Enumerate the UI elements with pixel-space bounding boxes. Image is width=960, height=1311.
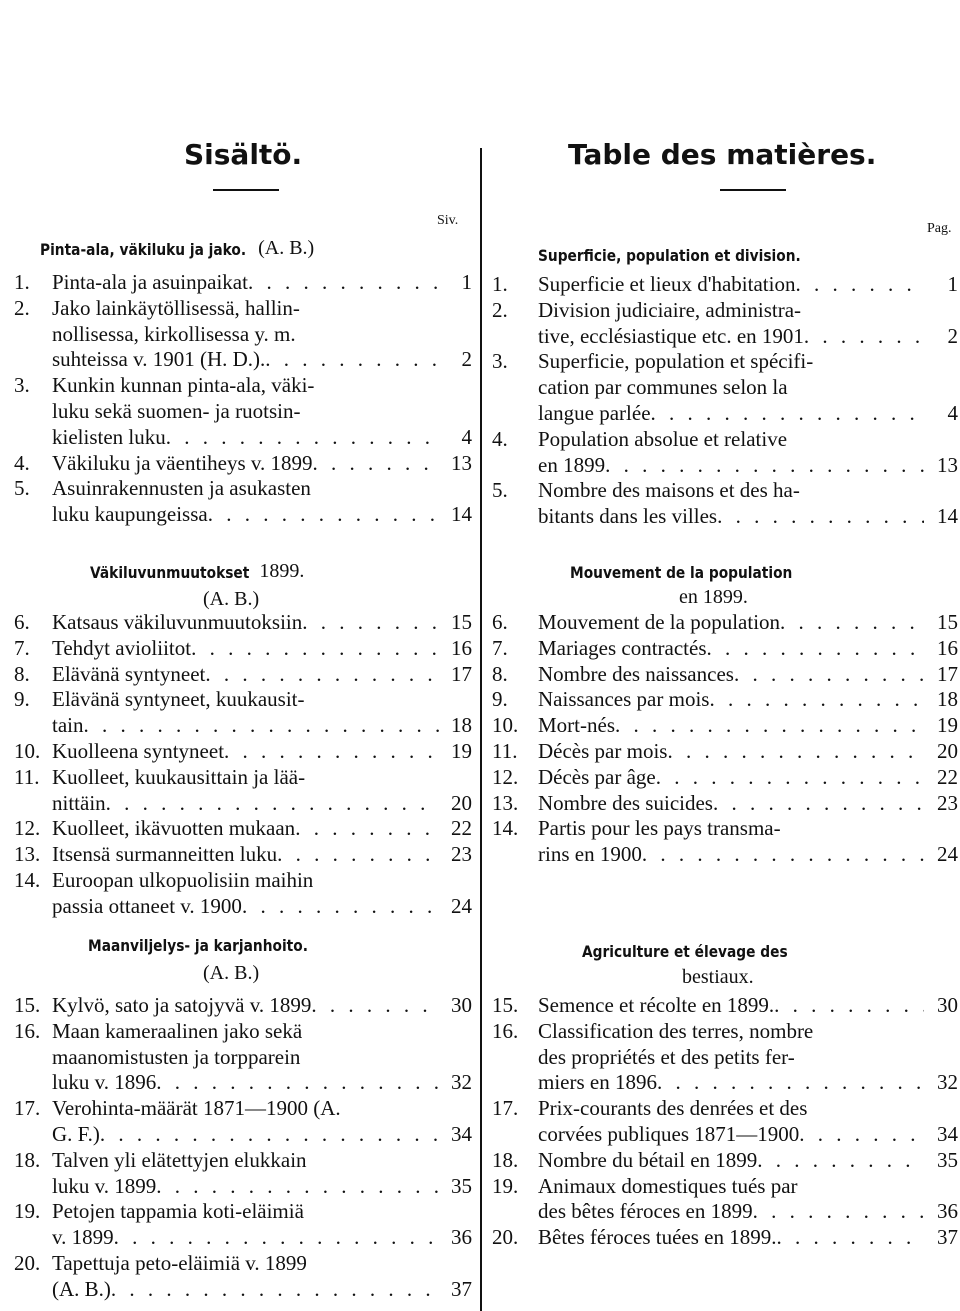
entry-title-text: kielisten luku xyxy=(52,424,166,449)
toc-entry[interactable] xyxy=(0,1019,480,1096)
dot-leader xyxy=(795,272,924,297)
entry-title-line xyxy=(52,270,440,295)
dot-leader xyxy=(156,1174,440,1199)
entry-title-line: Division judiciaire, administra- xyxy=(538,297,802,322)
dot-leader xyxy=(717,504,924,529)
page-number: 18 xyxy=(937,687,958,712)
title-rule xyxy=(213,189,279,191)
toc-entry[interactable] xyxy=(482,427,960,479)
page-number: 16 xyxy=(451,635,472,660)
dot-leader xyxy=(277,842,440,867)
entry-number: 16. xyxy=(14,1018,41,1043)
entry-title-text: bitants dans les villes xyxy=(538,504,718,529)
dot-leader xyxy=(311,993,440,1018)
entry-title-text: (A. B.) xyxy=(52,1276,111,1301)
page-number: 17 xyxy=(937,661,958,686)
entry-title-text: en 1899 xyxy=(538,452,606,477)
toc-entry[interactable] xyxy=(482,1019,960,1096)
entry-title-text: Nombre du bétail en 1899 xyxy=(538,1147,758,1172)
toc-entry[interactable] xyxy=(0,296,480,373)
dot-leader xyxy=(224,739,440,764)
page-number: 23 xyxy=(937,790,958,815)
section-heading-suffix: 1899. xyxy=(259,560,305,582)
entry-number: 1. xyxy=(492,272,508,296)
entry-title-line xyxy=(538,1225,924,1250)
dot-leader xyxy=(657,1070,924,1095)
entry-number: 18. xyxy=(492,1147,519,1172)
entry-title-line: Petojen tappamia koti-eläimiä xyxy=(52,1199,304,1224)
section-subheading: (A. B.) xyxy=(203,588,260,610)
entry-number: 4. xyxy=(492,426,508,451)
entry-number: 5. xyxy=(492,478,508,503)
entry-title-text: suhteissa v. 1901 (H. D.). xyxy=(52,347,266,372)
section-heading: Mouvement de la population xyxy=(570,563,793,582)
toc-entry[interactable] xyxy=(482,791,960,817)
page-number: 35 xyxy=(451,1173,472,1198)
entry-title-text: langue parlée xyxy=(538,400,651,425)
toc-entry[interactable] xyxy=(482,816,960,868)
dot-leader xyxy=(242,894,440,919)
title-rule xyxy=(720,189,786,191)
dot-leader xyxy=(84,713,441,738)
entry-title-text: Superficie et lieux d'habitation xyxy=(538,272,796,296)
dot-leader xyxy=(111,1277,440,1302)
page-number: 17 xyxy=(451,661,472,686)
toc-entry[interactable] xyxy=(482,349,960,426)
entry-number: 1. xyxy=(14,270,30,294)
dot-leader xyxy=(156,1070,440,1095)
page-number: 37 xyxy=(937,1225,958,1250)
entry-title-line: cation par communes selon la xyxy=(538,375,788,400)
toc-entry[interactable] xyxy=(0,816,480,842)
entry-title-text: Kylvö, sato ja satojyvä v. 1899 xyxy=(52,993,312,1017)
entry-number: 12. xyxy=(14,816,41,841)
dot-leader xyxy=(667,739,924,764)
entry-title-line xyxy=(52,451,440,476)
page-column-label: Pag. xyxy=(927,221,952,236)
section-subheading: en 1899. xyxy=(679,586,748,608)
entry-title-text: Itsensä surmanneitten luku xyxy=(52,842,278,867)
entry-title-line xyxy=(52,816,440,841)
toc-entry[interactable] xyxy=(0,765,480,817)
entry-title-line xyxy=(538,1122,924,1147)
page-number: 37 xyxy=(451,1276,472,1301)
entry-number: 13. xyxy=(492,790,519,815)
entry-number: 10. xyxy=(14,739,41,763)
entry-title-line xyxy=(538,1148,924,1173)
toc-entry[interactable] xyxy=(0,451,480,477)
toc-entry[interactable] xyxy=(0,476,480,528)
entry-title-text: tive, ecclésiastique etc. en 1901 xyxy=(538,323,804,348)
entry-title-text: luku v. 1899 xyxy=(52,1173,157,1198)
entry-title-line xyxy=(538,842,924,867)
entry-title-line: Superficie, population et spécifi- xyxy=(538,349,814,374)
dot-leader xyxy=(295,816,440,841)
entry-title-text: passia ottaneet v. 1900 xyxy=(52,893,242,918)
entry-number: 2. xyxy=(492,297,508,322)
entry-title-line: Verohinta-määrät 1871—1900 (A. xyxy=(52,1096,341,1121)
entry-title-text: Nombre des suicides xyxy=(538,790,713,815)
entry-number: 9. xyxy=(492,687,508,712)
page-number: 19 xyxy=(451,739,472,763)
entry-number: 13. xyxy=(14,842,41,867)
entry-title-line: Nombre des maisons et des ha- xyxy=(538,478,800,503)
page-number: 4 xyxy=(461,424,472,449)
toc-entry[interactable] xyxy=(482,298,960,350)
entry-title-line xyxy=(538,1199,924,1224)
entry-title-line: Elävänä syntyneet, kuukausit- xyxy=(52,687,305,712)
toc-entry[interactable] xyxy=(482,636,960,662)
entry-number: 19. xyxy=(14,1199,41,1224)
entry-title-line: Prix-courants des denrées et des xyxy=(538,1096,808,1121)
entry-title-line: Jako lainkäytöllisessä, hallin- xyxy=(52,295,300,320)
page-number: 4 xyxy=(947,400,958,425)
page-number: 23 xyxy=(451,842,472,867)
entry-title-text: miers en 1896 xyxy=(538,1070,657,1095)
dot-leader xyxy=(106,791,440,816)
dot-leader xyxy=(166,425,440,450)
entry-title-line: Animaux domestiques tués par xyxy=(538,1173,798,1198)
entry-title-line xyxy=(538,1070,924,1095)
page-number: 30 xyxy=(451,993,472,1017)
entry-title-text: Naissances par mois xyxy=(538,687,710,712)
toc-entry[interactable] xyxy=(0,993,480,1019)
toc-entry[interactable] xyxy=(0,739,480,765)
entry-title-text: Pinta-ala ja asuinpaikat xyxy=(52,270,248,294)
toc-entry[interactable] xyxy=(482,739,960,765)
entry-title-line xyxy=(538,453,924,478)
entry-title-line xyxy=(52,993,440,1018)
entry-title-line xyxy=(52,1225,440,1250)
contents-title-finnish: Sisältö. xyxy=(184,138,303,171)
entry-title-line: Asuinrakennusten ja asukasten xyxy=(52,476,311,501)
entry-number: 20. xyxy=(492,1225,519,1250)
page-number: 13 xyxy=(451,450,472,475)
section-subheading: bestiaux. xyxy=(682,966,754,988)
page-number: 32 xyxy=(937,1070,958,1095)
entry-title-line xyxy=(538,636,924,661)
page-number: 30 xyxy=(937,993,958,1017)
entry-title-line xyxy=(52,1070,440,1095)
entry-number: 19. xyxy=(492,1173,519,1198)
dot-leader xyxy=(313,451,440,476)
entry-title-line xyxy=(538,504,924,529)
page-number: 24 xyxy=(451,893,472,918)
page-number: 14 xyxy=(451,502,472,527)
toc-entry[interactable] xyxy=(0,1251,480,1303)
toc-entry[interactable] xyxy=(482,1174,960,1226)
toc-entry[interactable] xyxy=(0,610,480,636)
dot-leader xyxy=(707,636,924,661)
page-number: 15 xyxy=(451,610,472,634)
dot-leader xyxy=(615,713,924,738)
entry-number: 3. xyxy=(14,373,30,398)
dot-leader xyxy=(734,662,924,687)
entry-title-line xyxy=(52,713,440,738)
entry-title-line xyxy=(538,272,924,297)
entry-title-line xyxy=(52,894,440,919)
page-number: 19 xyxy=(937,713,958,738)
entry-title-line xyxy=(538,993,924,1018)
dot-leader xyxy=(265,347,440,372)
page-number: 15 xyxy=(937,610,958,634)
page-number: 16 xyxy=(937,635,958,660)
entry-title-line: Tapettuja peto-eläimiä v. 1899 xyxy=(52,1251,307,1275)
page-number: 36 xyxy=(937,1199,958,1224)
entry-title-text: nittäin xyxy=(52,790,106,815)
toc-entry[interactable] xyxy=(0,373,480,450)
dot-leader xyxy=(753,1199,924,1224)
page-number: 35 xyxy=(937,1147,958,1172)
entry-number: 14. xyxy=(14,868,41,892)
entry-title-line xyxy=(52,1122,440,1147)
entry-title-line xyxy=(538,713,924,738)
page-column-label: Siv. xyxy=(437,213,459,228)
toc-entry[interactable] xyxy=(482,1096,960,1148)
page-number: 34 xyxy=(937,1121,958,1146)
entry-title-line xyxy=(538,765,924,790)
entry-title-line: Euroopan ulkopuolisiin maihin xyxy=(52,868,314,892)
entry-title-line: Maan kameraalinen jako sekä xyxy=(52,1018,303,1043)
entry-number: 17. xyxy=(14,1096,41,1121)
entry-title-text: Décès par mois xyxy=(538,739,668,763)
entry-title-line: Classification des terres, nombre xyxy=(538,1018,814,1043)
entry-title-line xyxy=(52,636,440,661)
entry-title-line xyxy=(52,610,440,635)
entry-number: 6. xyxy=(492,610,508,634)
entry-title-line xyxy=(538,791,924,816)
entry-title-text: tain xyxy=(52,713,84,738)
section-heading: Agriculture et élevage des xyxy=(582,942,788,961)
toc-entry[interactable] xyxy=(482,1225,960,1251)
entry-title-line xyxy=(52,347,440,372)
entry-title-line: nollisessa, kirkollisessa y. m. xyxy=(52,321,296,346)
entry-title-line xyxy=(52,791,440,816)
entry-title-line xyxy=(52,842,440,867)
dot-leader xyxy=(656,765,924,790)
toc-entry[interactable] xyxy=(482,713,960,739)
entry-title-text: Mort-nés xyxy=(538,713,615,738)
entry-number: 14. xyxy=(492,816,519,841)
toc-entry[interactable] xyxy=(0,636,480,662)
toc-entry[interactable] xyxy=(0,1199,480,1251)
entry-number: 15. xyxy=(14,993,41,1017)
dot-leader xyxy=(777,1225,925,1250)
page-number: 13 xyxy=(937,452,958,477)
page-number: 32 xyxy=(451,1070,472,1095)
section-heading: Väkiluvunmuutokset xyxy=(90,563,250,582)
toc-entry[interactable] xyxy=(482,610,960,636)
toc-entry[interactable] xyxy=(0,270,480,296)
page-number: 24 xyxy=(937,842,958,867)
dot-leader xyxy=(205,662,440,687)
dot-leader xyxy=(248,270,440,295)
entry-title-line: Talven yli elätettyjen elukkain xyxy=(52,1147,307,1172)
entry-title-line xyxy=(538,687,924,712)
entry-number: 5. xyxy=(14,476,30,501)
entry-title-text: Mariages contractés xyxy=(538,635,707,660)
dot-leader xyxy=(100,1122,440,1147)
entry-title-line xyxy=(52,739,440,764)
dot-leader xyxy=(191,636,440,661)
page-number: 1 xyxy=(461,270,472,294)
section-heading: Superficie, population et division. xyxy=(538,246,801,265)
toc-entry[interactable] xyxy=(482,662,960,688)
entry-number: 16. xyxy=(492,1018,519,1043)
entry-title-line: Partis pour les pays transma- xyxy=(538,816,781,841)
dot-leader xyxy=(799,1122,924,1147)
entry-title-line xyxy=(52,502,440,527)
entry-number: 8. xyxy=(492,661,508,686)
entry-number: 17. xyxy=(492,1096,519,1121)
toc-entry[interactable] xyxy=(482,993,960,1019)
section-heading: Maanviljelys- ja karjanhoito. xyxy=(88,936,308,955)
entry-title-line: des propriétés et des petits fer- xyxy=(538,1044,795,1069)
toc-entry[interactable] xyxy=(0,662,480,688)
entry-title-text: corvées publiques 1871—1900 xyxy=(538,1121,800,1146)
page-number: 36 xyxy=(451,1225,472,1250)
dot-leader xyxy=(804,324,924,349)
entry-title-text: Kuolleet, ikävuotten mukaan xyxy=(52,816,296,841)
dot-leader xyxy=(774,993,924,1018)
entry-number: 8. xyxy=(14,661,30,686)
entry-title-line: maanomistusten ja torpparein xyxy=(52,1044,301,1069)
toc-entry[interactable] xyxy=(0,687,480,739)
dot-leader xyxy=(713,791,924,816)
contents-title-french: Table des matières. xyxy=(568,138,877,171)
entry-number: 6. xyxy=(14,610,30,634)
entry-number: 9. xyxy=(14,687,30,712)
toc-entry[interactable] xyxy=(482,478,960,530)
section-heading-suffix: (A. B.) xyxy=(258,237,315,259)
dot-leader xyxy=(114,1225,440,1250)
page-number: 1 xyxy=(947,272,958,296)
toc-entry[interactable] xyxy=(482,272,960,298)
entry-title-line: luku sekä suomen- ja ruotsin- xyxy=(52,398,301,423)
entry-number: 7. xyxy=(14,635,30,660)
page-number: 18 xyxy=(451,713,472,738)
entry-title-line: Kuolleet, kuukausittain ja lää- xyxy=(52,764,306,789)
toc-entry[interactable] xyxy=(482,1148,960,1174)
entry-title-text: v. 1899 xyxy=(52,1225,114,1250)
entry-title-text: rins en 1900 xyxy=(538,842,642,867)
entry-title-text: Väkiluku ja väentiheys v. 1899 xyxy=(52,450,313,475)
entry-number: 18. xyxy=(14,1147,41,1172)
entry-number: 2. xyxy=(14,295,30,320)
entry-number: 15. xyxy=(492,993,519,1017)
section-subheading: (A. B.) xyxy=(203,962,260,984)
dot-leader xyxy=(605,453,924,478)
entry-title-text: Décès par âge xyxy=(538,764,656,789)
entry-title-line xyxy=(52,1174,440,1199)
dot-leader xyxy=(709,687,924,712)
entry-title-line: Population absolue et relative xyxy=(538,426,788,451)
entry-title-text: Kuolleena syntyneet xyxy=(52,739,225,763)
page-number: 14 xyxy=(937,504,958,529)
toc-entry[interactable] xyxy=(482,765,960,791)
entry-title-text: Mouvement de la population xyxy=(538,610,781,634)
entry-number: 11. xyxy=(492,739,518,763)
entry-title-text: Bêtes féroces tuées en 1899. xyxy=(538,1225,777,1250)
toc-entry[interactable] xyxy=(0,1148,480,1200)
entry-title-text: luku kaupungeissa xyxy=(52,502,208,527)
entry-title-line xyxy=(538,324,924,349)
toc-entry[interactable] xyxy=(482,687,960,713)
entry-number: 7. xyxy=(492,635,508,660)
page-number: 34 xyxy=(451,1121,472,1146)
page-number: 22 xyxy=(451,816,472,841)
entry-title-text: luku v. 1896 xyxy=(52,1070,157,1095)
entry-title-text: Semence et récolte en 1899. xyxy=(538,993,775,1017)
entry-title-line xyxy=(52,1277,440,1302)
entry-title-text: Nombre des naissances xyxy=(538,661,734,686)
entry-title-line xyxy=(538,739,924,764)
page-number: 2 xyxy=(461,347,472,372)
entry-number: 11. xyxy=(14,764,40,789)
entry-title-text: Katsaus väkiluvunmuutoksiin xyxy=(52,610,303,634)
toc-entry[interactable] xyxy=(0,868,480,920)
dot-leader xyxy=(642,842,924,867)
entry-number: 12. xyxy=(492,764,519,789)
entry-title-text: Tehdyt avioliitot xyxy=(52,635,192,660)
page-number: 22 xyxy=(937,764,958,789)
page-number: 20 xyxy=(937,739,958,763)
entry-number: 3. xyxy=(492,349,508,374)
entry-title-text: Elävänä syntyneet xyxy=(52,661,206,686)
toc-entry[interactable] xyxy=(0,1096,480,1148)
entry-title-line xyxy=(52,662,440,687)
entry-title-text: G. F.) xyxy=(52,1121,100,1146)
entry-number: 20. xyxy=(14,1251,41,1275)
toc-entry[interactable] xyxy=(0,842,480,868)
page-number: 20 xyxy=(451,790,472,815)
entry-number: 4. xyxy=(14,450,30,475)
entry-title-line: Kunkin kunnan pinta-ala, väki- xyxy=(52,373,315,398)
entry-title-line xyxy=(52,425,440,450)
entry-title-line xyxy=(538,401,924,426)
entry-title-line xyxy=(538,662,924,687)
dot-leader xyxy=(208,502,440,527)
section-heading: Pinta-ala, väkiluku ja jako. xyxy=(40,240,247,259)
entry-title-text: des bêtes féroces en 1899 xyxy=(538,1199,753,1224)
entry-number: 10. xyxy=(492,713,519,738)
dot-leader xyxy=(780,610,924,635)
dot-leader xyxy=(651,401,924,426)
page-number: 2 xyxy=(947,323,958,348)
entry-title-line xyxy=(538,610,924,635)
dot-leader xyxy=(757,1148,924,1173)
dot-leader xyxy=(302,610,440,635)
